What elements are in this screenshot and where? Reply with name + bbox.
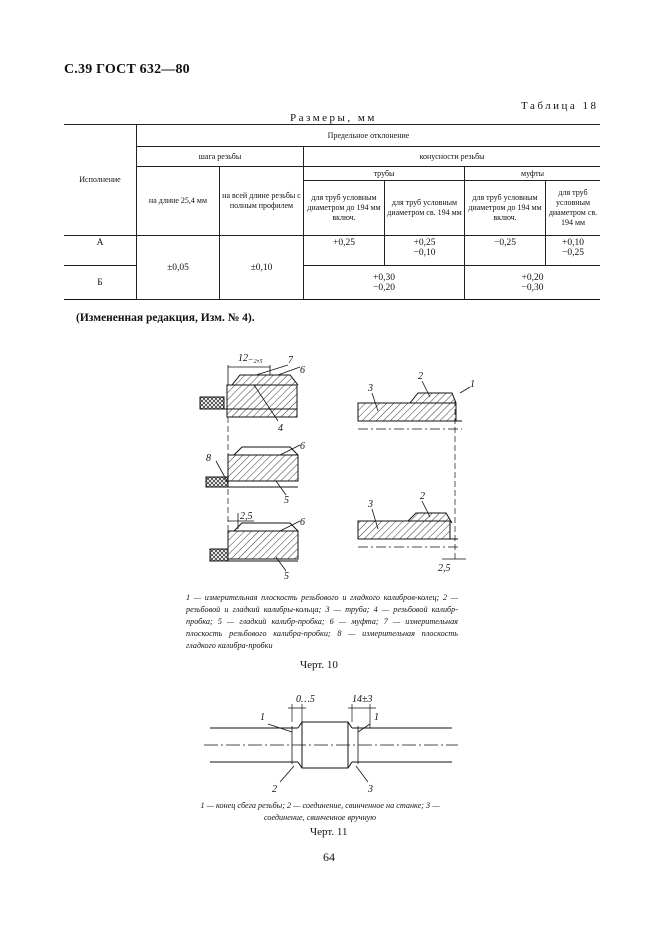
dim-12: 12₋₂,₅ bbox=[238, 353, 263, 364]
figure-11-drawing bbox=[200, 688, 470, 800]
row-a-pipe-le194: +0,25 bbox=[304, 236, 385, 266]
figure-11-legend: 1 — конец сбега резьбы; 2 — соединение, свинченное на станке; 3 — соединение, свинченное вручную bbox=[200, 801, 440, 822]
callout-6-top: 6 bbox=[300, 365, 305, 376]
pitch-25-value: ±0,05 bbox=[137, 236, 220, 300]
callout-2-bottom: 2 bbox=[420, 491, 425, 502]
col-full-profile: на всей длине резьбы с полным профилем bbox=[220, 167, 304, 236]
table-row bbox=[64, 236, 600, 266]
pipe-with-ring-bottom bbox=[358, 513, 458, 547]
tolerance-table bbox=[64, 124, 600, 300]
callout-2: 2 bbox=[272, 784, 277, 795]
figure-10-drawing bbox=[190, 345, 480, 585]
col-thread-pitch: шага резьбы bbox=[137, 147, 304, 167]
col-limit-deviation: Предельное отклонение bbox=[137, 125, 601, 147]
callout-3: 3 bbox=[368, 784, 373, 795]
col-couplings: муфты bbox=[465, 167, 601, 181]
figure-10-caption: Черт. 10 bbox=[300, 659, 338, 671]
row-b-coup: +0,20 −0,30 bbox=[465, 266, 601, 300]
callout-1-right: 1 bbox=[374, 712, 379, 723]
callout-2-top: 2 bbox=[418, 371, 423, 382]
col-length-25: на длине 25,4 мм bbox=[137, 167, 220, 236]
page-number: 64 bbox=[323, 850, 335, 864]
col-thread-taper: конусности резьбы bbox=[304, 147, 601, 167]
row-b-pipe: +0,30 −0,20 bbox=[304, 266, 465, 300]
col-coup-le194: для труб условным диаметром до 194 мм включ. bbox=[465, 181, 546, 236]
dim-2-5-left: 2,5 bbox=[240, 511, 253, 522]
table-number: Таблица 18 bbox=[521, 100, 599, 112]
pitch-full-value: ±0,10 bbox=[220, 236, 304, 300]
callout-8: 8 bbox=[206, 453, 211, 464]
callout-3-top: 3 bbox=[368, 383, 373, 394]
row-b-label: Б bbox=[64, 266, 137, 300]
row-a-pipe-gt194: +0,25 −0,10 bbox=[385, 236, 465, 266]
gauge-ring-top bbox=[200, 375, 298, 417]
col-pipe-gt194: для труб условным диаметром св. 194 мм bbox=[385, 181, 465, 236]
dim-0-5: 0…5 bbox=[296, 694, 315, 705]
dim-14: 14±3 bbox=[352, 694, 373, 705]
callout-6-mid: 6 bbox=[300, 441, 305, 452]
callout-6-bottom: 6 bbox=[300, 517, 305, 528]
callout-7: 7 bbox=[288, 355, 293, 366]
table-units: Размеры, мм bbox=[290, 112, 377, 124]
amendment-note: (Измененная редакция, Изм. № 4). bbox=[76, 312, 255, 324]
callout-3-bottom: 3 bbox=[368, 499, 373, 510]
col-variant: Исполнение bbox=[64, 125, 137, 236]
row-a-coup-gt194: +0,10 −0,25 bbox=[546, 236, 601, 266]
row-a-label: А bbox=[64, 236, 137, 266]
col-pipes: трубы bbox=[304, 167, 465, 181]
page-header: С.39 ГОСТ 632—80 bbox=[64, 62, 190, 77]
figure-11-caption: Черт. 11 bbox=[310, 826, 348, 838]
callout-4: 4 bbox=[278, 423, 283, 434]
col-coup-gt194: для труб условным диаметром св. 194 мм bbox=[546, 181, 601, 236]
dim-2-5-right: 2,5 bbox=[438, 563, 451, 574]
callout-1: 1 bbox=[470, 379, 475, 390]
row-a-coup-le194: −0,25 bbox=[465, 236, 546, 266]
callout-5-bottom: 5 bbox=[284, 571, 289, 582]
callout-1-left: 1 bbox=[260, 712, 265, 723]
col-pipe-le194: для труб условным диаметром до 194 мм включ. bbox=[304, 181, 385, 236]
callout-5-mid: 5 bbox=[284, 495, 289, 506]
figure-10-legend: 1 — измерительная плоскость резьбового и гладкого калибров-колец; 2 — резьбовой и гладкий калибры-кольца; 3 — труба; 4 — резьбовой калибр-пробка; 5 — гладкий калибр-пробка; 6 — муфта; 7 — измерительная плоскость резьбового калибра-пробки; 8 — измерительная плоскость гладкого калибра-пробки bbox=[186, 593, 458, 650]
